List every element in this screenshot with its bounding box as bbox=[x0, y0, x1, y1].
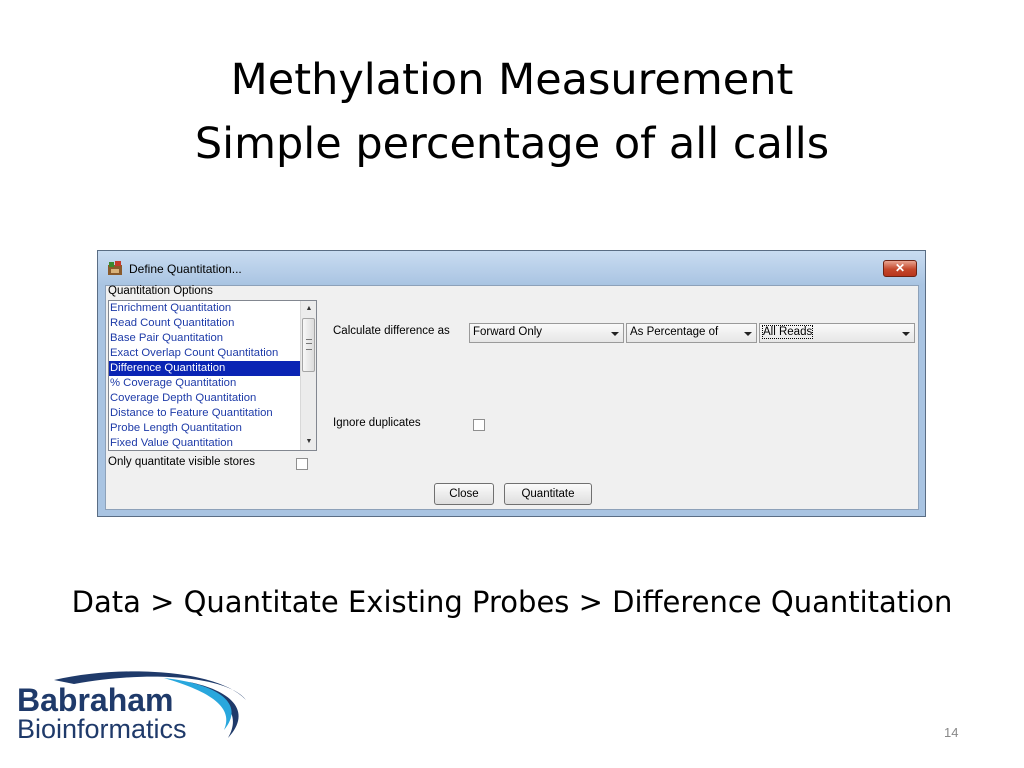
menu-path: Data > Quantitate Existing Probes > Difference Quantitation bbox=[71, 585, 953, 619]
strand-select-value: Forward Only bbox=[473, 326, 543, 338]
visible-stores-label: Only quantitate visible stores bbox=[108, 456, 256, 468]
list-item[interactable]: Fixed Value Quantitation bbox=[110, 437, 233, 449]
define-quantitation-dialog bbox=[97, 250, 926, 517]
logo-text-line-1: Babraham bbox=[17, 682, 174, 718]
list-item[interactable]: Difference Quantitation bbox=[109, 361, 316, 376]
chevron-down-icon bbox=[902, 332, 910, 336]
list-items bbox=[109, 301, 316, 451]
list-item[interactable]: Read Count Quantitation bbox=[110, 317, 235, 329]
app-icon bbox=[107, 260, 123, 276]
reads-select[interactable] bbox=[759, 323, 915, 343]
list-scrollbar[interactable] bbox=[300, 301, 316, 450]
list-item[interactable]: Coverage Depth Quantitation bbox=[110, 392, 257, 404]
logo-text-line-2: Bioinformatics bbox=[17, 714, 187, 744]
scroll-up-icon[interactable]: ▲ bbox=[305, 305, 313, 312]
list-item[interactable]: % Coverage Quantitation bbox=[110, 377, 237, 389]
strand-select[interactable] bbox=[469, 323, 624, 343]
babraham-logo bbox=[14, 668, 254, 750]
ignore-duplicates-label: Ignore duplicates bbox=[333, 417, 421, 429]
list-item[interactable]: Distance to Feature Quantitation bbox=[110, 407, 273, 419]
page-number: 14 bbox=[944, 725, 959, 740]
list-item[interactable]: Base Pair Quantitation bbox=[110, 332, 224, 344]
mode-select-value: As Percentage of bbox=[630, 326, 719, 338]
list-item[interactable]: Exact Overlap Count Quantitation bbox=[110, 347, 279, 359]
scroll-down-icon[interactable]: ▼ bbox=[305, 438, 313, 445]
close-icon: ✕ bbox=[894, 261, 906, 275]
dialog-body bbox=[105, 285, 919, 510]
chevron-down-icon bbox=[744, 332, 752, 336]
visible-stores-checkbox[interactable] bbox=[296, 458, 308, 470]
dialog-titlebar[interactable] bbox=[98, 251, 925, 285]
slide-title-line-1: Methylation Measurement bbox=[230, 55, 794, 105]
scroll-thumb[interactable] bbox=[302, 318, 315, 372]
list-item[interactable]: Enrichment Quantitation bbox=[110, 302, 232, 314]
chevron-down-icon bbox=[611, 332, 619, 336]
mode-select[interactable] bbox=[626, 323, 757, 343]
quantitation-options-list[interactable] bbox=[108, 300, 317, 451]
dialog-title: Define Quantitation... bbox=[129, 262, 242, 276]
window-close-button[interactable] bbox=[883, 260, 917, 277]
quantitation-options-label: Quantitation Options bbox=[108, 285, 213, 297]
slide-title bbox=[0, 48, 1024, 176]
slide-title-line-2: Simple percentage of all calls bbox=[194, 119, 830, 169]
ignore-duplicates-checkbox[interactable] bbox=[473, 419, 485, 431]
list-item[interactable]: Probe Length Quantitation bbox=[110, 422, 242, 434]
quantitate-button[interactable]: Quantitate bbox=[504, 483, 592, 505]
close-button[interactable]: Close bbox=[434, 483, 494, 505]
calculate-difference-label: Calculate difference as bbox=[333, 325, 450, 337]
reads-select-value: All Reads bbox=[763, 326, 813, 338]
